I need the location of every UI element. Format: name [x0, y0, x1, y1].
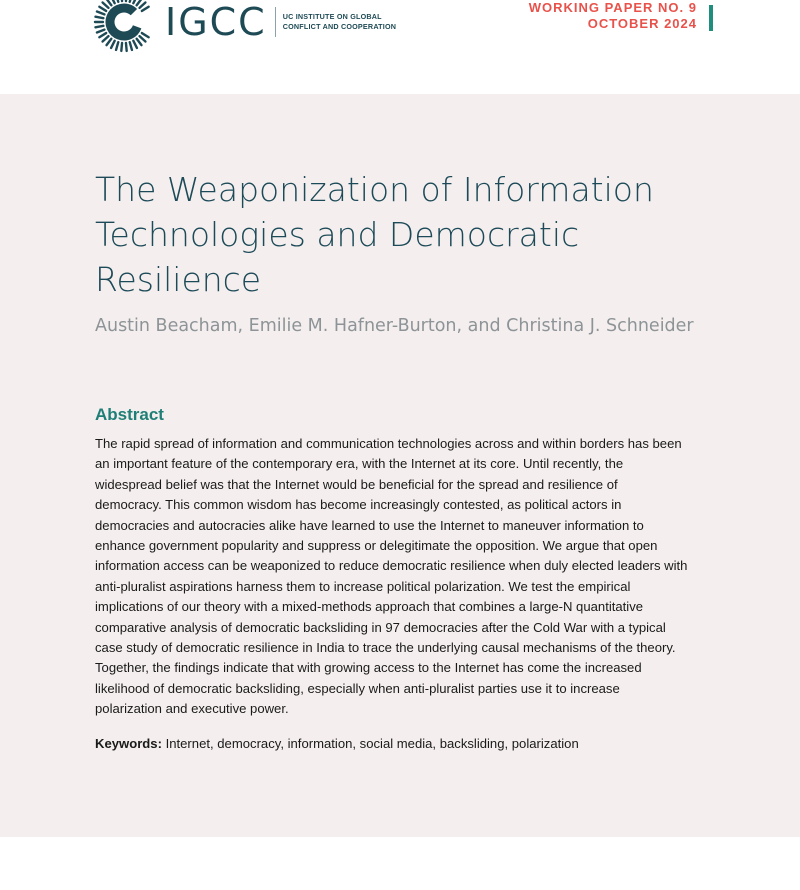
- accent-bar: [709, 5, 713, 31]
- working-paper-date: OCTOBER 2024: [587, 16, 697, 31]
- abstract-text: [95, 434, 705, 720]
- abstract-heading: Abstract: [95, 405, 164, 424]
- abstract-line: Together, the findings indicate that with growing access to the Internet has come the increased: [95, 660, 642, 676]
- igcc-logo-mark-icon: [93, 0, 155, 53]
- logo-subtitle-line2: CONFLICT AND COOPERATION: [282, 22, 397, 31]
- page-header: [0, 0, 800, 94]
- logo-wordmark: IGCC: [165, 0, 267, 44]
- abstract-line: The rapid spread of information and communication technologies across and within borders has been: [95, 436, 682, 451]
- abstract-line: likelihood of democratic backsliding, especially when anti-pluralist parties use it to increase: [95, 680, 620, 696]
- abstract-line: anti-pluralist aspirations harness them to increase political polarization. We test the empirical: [95, 578, 631, 594]
- title-line-2: Technologies and Democratic: [95, 215, 580, 254]
- abstract-line: polarization and executive power.: [95, 701, 289, 717]
- logo-subtitle-line1: UC INSTITUTE ON GLOBAL: [282, 12, 382, 21]
- paper-authors: Austin Beacham, Emilie M. Hafner-Burton, and Christina J. Schneider: [95, 316, 694, 336]
- working-paper-label: [529, 0, 697, 32]
- keywords: [95, 736, 579, 751]
- abstract-line: case study of democratic resilience in India to trace the underlying causal mechanisms of the theory.: [95, 640, 676, 656]
- abstract-line: comparative analysis of democratic backsliding in 97 democracies after the Cold War with a typical: [95, 619, 666, 635]
- abstract-line: enhance government popularity and suppress or delegitimate the opposition. We argue that open: [95, 538, 658, 554]
- logo-divider: [275, 7, 276, 37]
- abstract-line: democracies and autocracies alike have learned to use the Internet to maneuver information to: [95, 517, 644, 533]
- igcc-logo[interactable]: [93, 0, 396, 52]
- keywords-label: Keywords:: [95, 736, 162, 751]
- abstract-line: widespread belief was that the Internet would be beneficial for the spread and resilience of: [95, 476, 618, 492]
- keywords-list: Internet, democracy, information, social media, backsliding, polarization: [165, 736, 579, 751]
- working-paper-number: WORKING PAPER NO. 9: [528, 0, 697, 15]
- paper-title: [95, 167, 695, 302]
- abstract-line: implications of our theory with a mixed-methods approach that combines a large-N quantitative: [95, 599, 644, 615]
- abstract-line: an important feature of the contemporary era, with the Internet at its core. Until recently, the: [95, 456, 624, 472]
- title-line-3: Resilience: [95, 260, 262, 299]
- logo-subtitle: [283, 12, 396, 32]
- abstract-line: information access can be weaponized to reduce democratic resilience when duly elected leaders with: [95, 558, 688, 574]
- abstract-line: democracy. This common wisdom has become increasingly contested, as political actors in: [95, 497, 622, 513]
- title-line-1: The Weaponization of Information: [95, 170, 654, 209]
